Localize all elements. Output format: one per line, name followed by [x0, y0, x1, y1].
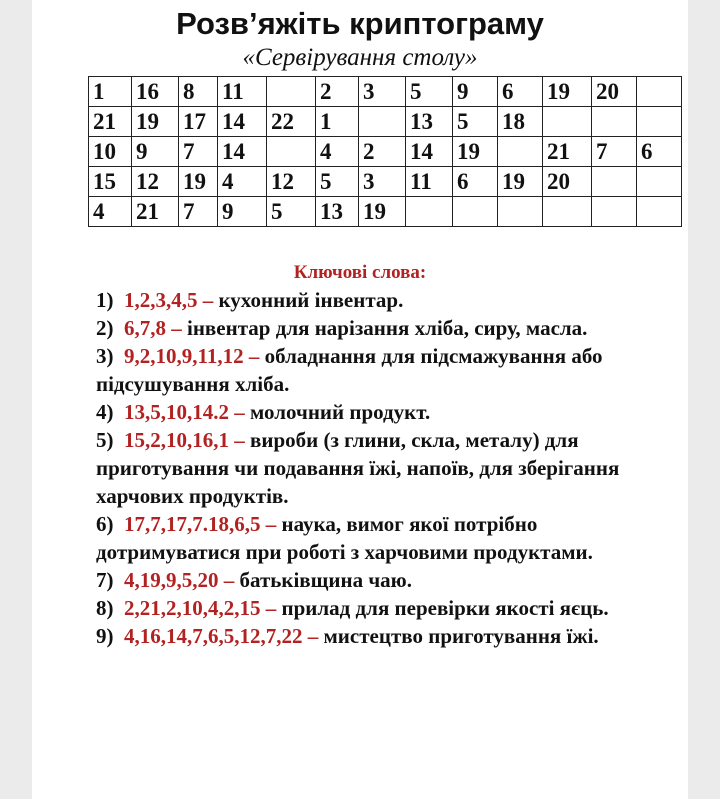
clue-item: [96, 426, 656, 510]
clue-code: 4,16,14,7,6,5,12,7,22 –: [124, 624, 319, 648]
grid-cell: 21: [89, 107, 132, 137]
grid-cell: [543, 107, 592, 137]
grid-cell: [543, 197, 592, 227]
clue-text: вироби (з глини, скла, металу) для приготування чи подавання їжі, напоїв, для зберігання харчових продуктів.: [96, 428, 620, 508]
grid-cell: 9: [218, 197, 267, 227]
grid-cell: [359, 107, 406, 137]
clue-code: 17,7,17,7.18,6,5 –: [124, 512, 277, 536]
clue-number: 5): [96, 428, 114, 452]
grid-cell: 19: [132, 107, 179, 137]
grid-cell: 3: [359, 167, 406, 197]
clue-item: [96, 622, 656, 650]
grid-cell: 16: [132, 77, 179, 107]
grid-cell: 5: [406, 77, 453, 107]
grid-cell: 3: [359, 77, 406, 107]
grid-row: [89, 137, 682, 167]
grid-cell: 6: [637, 137, 682, 167]
grid-cell: 5: [316, 167, 359, 197]
clue-code: 13,5,10,14.2 –: [124, 400, 245, 424]
grid-cell: 2: [359, 137, 406, 167]
grid-cell: 20: [592, 77, 637, 107]
grid-cell: 7: [179, 137, 218, 167]
clue-text: батьківщина чаю.: [234, 568, 412, 592]
clue-text: інвентар для нарізання хліба, сиру, масла.: [181, 316, 588, 340]
clue-text: обладнання для підсмажування або підсушування хліба.: [96, 344, 603, 396]
grid-cell: [637, 197, 682, 227]
clue-code: 6,7,8 –: [124, 316, 182, 340]
grid-cell: [637, 167, 682, 197]
grid-cell: 14: [218, 137, 267, 167]
grid-cell: 11: [218, 77, 267, 107]
grid-cell: 21: [543, 137, 592, 167]
grid-row: [89, 77, 682, 107]
grid-cell: [453, 197, 498, 227]
grid-cell: 6: [453, 167, 498, 197]
grid-cell: 12: [132, 167, 179, 197]
clue-item: [96, 342, 656, 398]
clue-item: [96, 594, 656, 622]
grid-cell: 4: [218, 167, 267, 197]
page-subtitle: «Сервірування столу»: [242, 44, 478, 71]
grid-cell: 12: [267, 167, 316, 197]
grid-cell: 18: [498, 107, 543, 137]
grid-cell: 13: [406, 107, 453, 137]
clue-item: [96, 510, 656, 566]
clue-text: прилад для перевірки якості яєць.: [276, 596, 609, 620]
grid-cell: 20: [543, 167, 592, 197]
grid-cell: 2: [316, 77, 359, 107]
clue-text: мистецтво приготування їжі.: [318, 624, 599, 648]
grid-cell: 21: [132, 197, 179, 227]
grid-cell: [592, 197, 637, 227]
grid-row: [89, 167, 682, 197]
page-title: Розв’яжіть криптограму: [176, 6, 544, 41]
clue-number: 6): [96, 512, 114, 536]
clue-item: [96, 566, 656, 594]
grid-cell: 6: [498, 77, 543, 107]
cryptogram-grid: [88, 76, 682, 227]
clue-number: 8): [96, 596, 114, 620]
clue-code: 9,2,10,9,11,12 –: [124, 344, 260, 368]
clue-code: 1,2,3,4,5 –: [124, 288, 214, 312]
grid-cell: 7: [179, 197, 218, 227]
clue-number: 9): [96, 624, 114, 648]
grid-cell: 9: [132, 137, 179, 167]
grid-cell: 15: [89, 167, 132, 197]
grid-cell: 1: [89, 77, 132, 107]
grid-cell: 17: [179, 107, 218, 137]
clue-number: 1): [96, 288, 114, 312]
grid-cell: [406, 197, 453, 227]
clue-item: [96, 286, 656, 314]
grid-cell: [592, 107, 637, 137]
grid-cell: 5: [267, 197, 316, 227]
grid-cell: 19: [543, 77, 592, 107]
grid-cell: 7: [592, 137, 637, 167]
grid-cell: [498, 197, 543, 227]
clue-list: [96, 286, 656, 650]
grid-cell: 4: [89, 197, 132, 227]
grid-cell: [637, 77, 682, 107]
clue-code: 2,21,2,10,4,2,15 –: [124, 596, 277, 620]
clue-item: [96, 398, 656, 426]
grid-cell: 22: [267, 107, 316, 137]
grid-cell: [637, 107, 682, 137]
keywords-heading: Ключові слова:: [293, 262, 427, 283]
grid-cell: 11: [406, 167, 453, 197]
grid-cell: 1: [316, 107, 359, 137]
grid-cell: 4: [316, 137, 359, 167]
grid-row: [89, 197, 682, 227]
grid-cell: 14: [406, 137, 453, 167]
grid-row: [89, 107, 682, 137]
grid-cell: 5: [453, 107, 498, 137]
clue-text: кухонний інвентар.: [213, 288, 404, 312]
grid-cell: [267, 137, 316, 167]
grid-cell: 19: [498, 167, 543, 197]
clue-number: 7): [96, 568, 114, 592]
grid-cell: [498, 137, 543, 167]
grid-cell: 19: [359, 197, 406, 227]
grid-cell: [267, 77, 316, 107]
clue-code: 4,19,9,5,20 –: [124, 568, 235, 592]
clue-text: молочний продукт.: [244, 400, 431, 424]
document-page: [32, 0, 688, 799]
grid-cell: 8: [179, 77, 218, 107]
grid-cell: 19: [453, 137, 498, 167]
grid-cell: [592, 167, 637, 197]
grid-cell: 13: [316, 197, 359, 227]
clue-number: 4): [96, 400, 114, 424]
clue-number: 3): [96, 344, 114, 368]
grid-cell: 19: [179, 167, 218, 197]
grid-cell: 9: [453, 77, 498, 107]
clue-number: 2): [96, 316, 114, 340]
grid-cell: 14: [218, 107, 267, 137]
clue-text: наука, вимог якої потрібно дотримуватися при роботі з харчовими продуктами.: [96, 512, 593, 564]
clue-code: 15,2,10,16,1 –: [124, 428, 245, 452]
clue-item: [96, 314, 656, 342]
grid-cell: 10: [89, 137, 132, 167]
